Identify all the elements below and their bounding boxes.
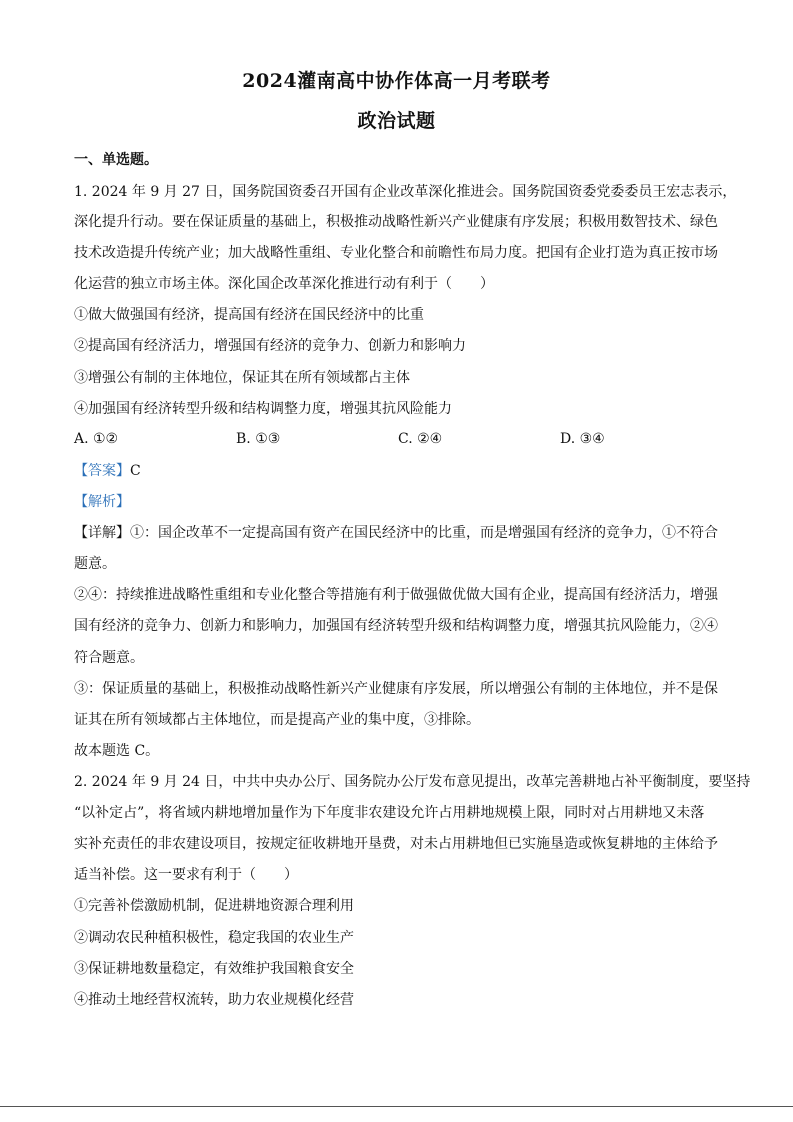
q1-option-d: D. ③④	[560, 431, 605, 447]
q1-item: ③增强公有制的主体地位，保证其在所有领域都占主体	[74, 370, 410, 386]
q2-item: ①完善补偿激励机制，促进耕地资源合理利用	[74, 898, 354, 914]
answer-tag: 【答案】	[74, 463, 130, 479]
q1-item: ④加强国有经济转型升级和结构调整力度，增强其抗风险能力	[74, 401, 452, 417]
document-title: 2024灌南高中协作体高一月考联考	[242, 70, 551, 92]
q1-detail-line: 符合题意。	[74, 650, 144, 666]
q1-stem-line: 技术改造提升传统产业；加大战略性重组、专业化整合和前瞻性布局力度。把国有企业打造为真正按市场	[74, 245, 718, 261]
q2-item: ④推动土地经营权流转，助力农业规模化经营	[74, 992, 354, 1008]
q1-detail-line: ③：保证质量的基础上，积极推动战略性新兴产业健康有序发展，所以增强公有制的主体地位，并不是保	[74, 681, 718, 697]
q1-detail-line: 证其在所有领域都占主体地位，而是提高产业的集中度，③排除。	[74, 712, 480, 728]
footer-divider	[0, 1106, 793, 1107]
q1-detail-line: 国有经济的竞争力、创新力和影响力，加强国有经济转型升级和结构调整力度，增强其抗风险能力，②④	[74, 618, 718, 634]
q1-stem-line: 1. 2024 年 9 月 27 日，国务院国资委召开国有企业改革深化推进会。国务院国资委党委委员王宏志表示，	[74, 184, 737, 200]
q1-answer	[74, 462, 724, 480]
q1-stem-line: 化运营的独立市场主体。深化国企改革深化推进行动有利于（ ）	[74, 276, 494, 292]
q1-detail-line: 【详解】①：国企改革不一定提高国有资产在国民经济中的比重，而是增强国有经济的竞争力，①不符合	[74, 525, 718, 541]
q1-detail-line: 题意。	[74, 556, 116, 572]
analysis-tag: 【解析】	[74, 494, 130, 510]
q1-stem-line: 深化提升行动。要在保证质量的基础上，积极推动战略性新兴产业健康有序发展；积极用数智技术、绿色	[74, 214, 718, 230]
q1-option-b: B. ①③	[236, 431, 281, 447]
document-subtitle: 政治试题	[357, 110, 436, 132]
q2-stem-line: 2. 2024 年 9 月 24 日，中共中央办公厅、国务院办公厅发布意见提出，改革完善耕地占补平衡制度，要坚持	[74, 774, 751, 790]
q2-stem-line: 实补充责任的非农建设项目，按规定征收耕地开垦费，对未占用耕地但已实施垦造或恢复耕地的主体给予	[74, 836, 718, 852]
q2-item: ②调动农民种植积极性，稳定我国的农业生产	[74, 930, 354, 946]
q1-option-a: A. ①②	[74, 431, 119, 447]
q2-item: ③保证耕地数量稳定，有效维护我国粮食安全	[74, 961, 354, 977]
q1-detail-line: ②④：持续推进战略性重组和专业化整合等措施有利于做强做优做大国有企业，提高国有经济活力，增强	[74, 587, 718, 603]
q1-detail-line: 故本题选 C。	[74, 743, 160, 759]
q2-stem-line: “以补定占”，将省域内耕地增加量作为下年度非农建设允许占用耕地规模上限，同时对占用耕地又未落	[74, 805, 705, 821]
q1-option-c: C. ②④	[398, 431, 443, 447]
q1-item: ①做大做强国有经济，提高国有经济在国民经济中的比重	[74, 307, 424, 323]
q2-stem-line: 适当补偿。这一要求有利于（ ）	[74, 867, 298, 883]
q1-item: ②提高国有经济活力，增强国有经济的竞争力、创新力和影响力	[74, 338, 466, 354]
section-heading: 一、单选题。	[74, 152, 158, 168]
answer-value: C	[130, 463, 141, 479]
